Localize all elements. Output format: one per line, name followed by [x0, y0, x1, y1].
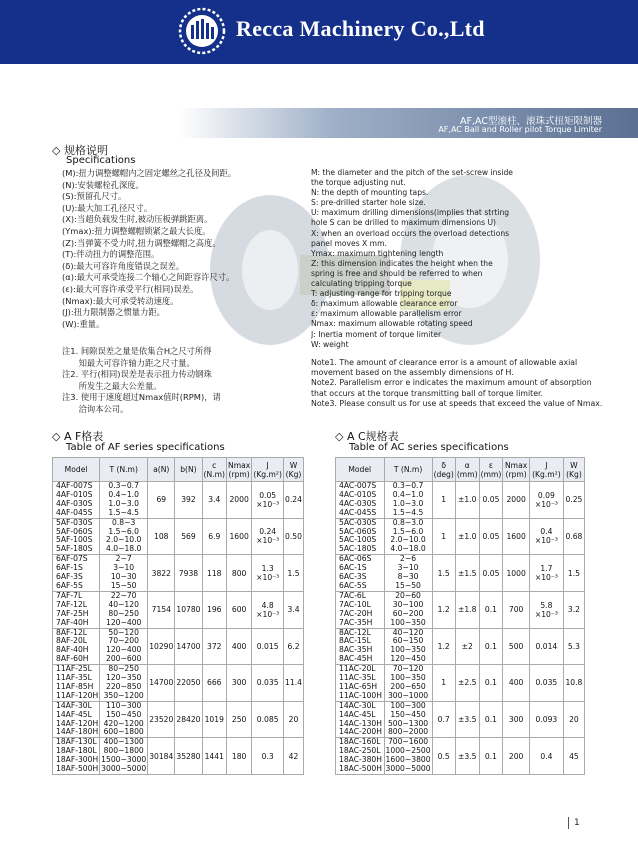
af-col-j: J (Kg.m²)	[252, 458, 284, 482]
ac-d-cell: 0.5	[432, 738, 455, 775]
af-b-cell: 7938	[175, 555, 202, 592]
ac-al-cell: ±1.5	[455, 555, 479, 592]
page-header	[0, 0, 638, 64]
af-col-w: W (Kg)	[284, 458, 304, 482]
af-heading-en: Table of AF series specifications	[66, 442, 225, 453]
ac-heading-zh: ◇ A C规格表	[335, 430, 399, 443]
af-j-cell: 0.035	[252, 665, 284, 702]
spec-item: (ε):最大可容许承受平行(相同)误差。	[62, 283, 199, 294]
notes-zh	[62, 346, 312, 416]
af-w-cell: 11.4	[284, 665, 304, 702]
af-b-cell: 35280	[175, 738, 202, 775]
af-model-cell: 14AF-30L 14AF-45L 14AF-120H 14AF-180H	[53, 701, 100, 738]
af-spec-table	[52, 457, 304, 775]
ac-torque-cell: 0.3~0.7 0.4~1.0 1.0~3.0 1.5~4.5	[384, 482, 432, 519]
ac-torque-cell: 20~60 30~100 60~200 100~350	[384, 591, 432, 628]
ac-e-cell: 0.1	[479, 701, 503, 738]
note-line: 注3. 使用于速度超过Nmax值时(RPM)，请	[62, 392, 221, 403]
af-torque-cell: 0.8~3 1.5~6.0 2.0~10.0 4.0~18.0	[100, 518, 148, 555]
spec-item-en: ε: maximum allowable parallelism error	[311, 309, 462, 319]
ac-d-cell: 1.5	[432, 555, 455, 592]
ac-nmax-cell: 2000	[503, 482, 530, 519]
ac-al-cell: ±1.0	[455, 518, 479, 555]
af-w-cell: 42	[284, 738, 304, 775]
ac-torque-cell: 40~120 60~150 100~350 120~450	[384, 628, 432, 665]
ac-w-cell: 1.5	[563, 555, 584, 592]
page-number: 1	[568, 817, 580, 829]
af-col-c: c (N.m)	[202, 458, 226, 482]
af-table-row	[53, 591, 304, 628]
ac-nmax-cell: 1600	[503, 518, 530, 555]
ac-torque-cell: 100~300 150~450 500~1300 800~2000	[384, 701, 432, 738]
af-nmax-cell: 250	[226, 701, 251, 738]
ac-e-cell: 0.05	[479, 555, 503, 592]
ac-d-cell: 1.2	[432, 591, 455, 628]
spec-item: (δ):最大可容许角度错误之误差。	[62, 260, 185, 271]
note-line-en: Note1. The amount of clearance error is a amount of allowable axial	[311, 358, 578, 367]
af-torque-cell: 50~120 70~200 120~400 200~600	[100, 628, 148, 665]
af-nmax-cell: 800	[226, 555, 251, 592]
af-a-cell: 3822	[148, 555, 175, 592]
af-table-row	[53, 628, 304, 665]
spec-item-en: W: weight	[311, 339, 349, 349]
af-a-cell: 30184	[148, 738, 175, 775]
af-a-cell: 108	[148, 518, 175, 555]
af-c-cell: 118	[202, 555, 226, 592]
ac-torque-cell: 70~120 100~350 200~650 300~1000	[384, 665, 432, 702]
af-a-cell: 23520	[148, 701, 175, 738]
spec-item-en: spring is free and should be referred to when	[311, 268, 483, 278]
spec-item: (X):当超负载发生时,被动压板弹跳距离。	[62, 214, 213, 225]
af-torque-cell: 2~7 3~10 10~30 15~50	[100, 555, 148, 592]
ac-w-cell: 20	[563, 701, 584, 738]
ac-d-cell: 1.2	[432, 628, 455, 665]
ac-col-epsilon: ε (mm)	[479, 458, 503, 482]
spec-item: (N):安装螺栓孔深度。	[62, 179, 144, 190]
af-c-cell: 1441	[202, 738, 226, 775]
af-b-cell: 392	[175, 482, 202, 519]
ac-nmax-cell: 200	[503, 738, 530, 775]
company-name: Recca Machinery Co.,Ltd	[236, 16, 485, 41]
spec-item: (α):最大可承受连接二个轴心之间距容许尺寸。	[62, 272, 235, 283]
ac-al-cell: ±3.5	[455, 738, 479, 775]
af-c-cell: 196	[202, 591, 226, 628]
ac-model-cell: 6AC-06S 6AC-1S 6AC-3S 6AC-5S	[336, 555, 385, 592]
spec-item-en: Z: this dimension indicates the height when the	[311, 258, 493, 268]
af-col-torque: T (N.m)	[100, 458, 148, 482]
ac-table-row	[336, 665, 585, 702]
af-w-cell: 1.5	[284, 555, 304, 592]
af-b-cell: 22050	[175, 665, 202, 702]
spec-item: (T):伴动扭力的调整范围。	[62, 249, 160, 260]
ac-al-cell: ±1.8	[455, 591, 479, 628]
spec-item-en: Nmax: maximum allowable rotating speed	[311, 319, 473, 329]
af-table-row	[53, 738, 304, 775]
af-w-cell: 6.2	[284, 628, 304, 665]
product-title-zh: AF,AC型滚柱、滚珠式扭矩限制器	[460, 116, 602, 127]
ac-w-cell: 5.3	[563, 628, 584, 665]
note-line: 洽询本公司。	[62, 403, 129, 414]
ac-w-cell: 10.8	[563, 665, 584, 702]
ac-col-model: Model	[336, 458, 385, 482]
note-line: 所发生之最大公差量。	[62, 380, 162, 391]
ac-col-nmax: Nmax (rpm)	[503, 458, 530, 482]
ac-torque-cell: 700~1600 1000~2500 1600~3800 3000~5000	[385, 737, 431, 774]
af-c-cell: 666	[202, 665, 226, 702]
ac-nmax-cell: 1000	[503, 555, 530, 592]
ac-j-cell: 0.4	[529, 738, 563, 775]
ac-d-cell: 0.7	[432, 701, 455, 738]
af-j-cell: 0.24 ×10⁻³	[252, 518, 284, 555]
ac-col-torque: T (N.m)	[384, 458, 432, 482]
ac-nmax-cell: 400	[503, 665, 530, 702]
notes-en	[311, 358, 616, 409]
af-table-row	[53, 555, 304, 592]
spec-list-zh	[62, 168, 312, 330]
ac-j-cell: 0.035	[529, 665, 563, 702]
ac-table-row	[336, 518, 585, 555]
ac-nmax-cell: 300	[503, 701, 530, 738]
spec-list-en	[311, 168, 611, 350]
ac-j-cell: 0.014	[529, 628, 563, 665]
spec-item-en: calculating tripping torque	[311, 279, 412, 289]
spec-item: (J):扭力限制器之惯量力距。	[62, 307, 165, 318]
ac-w-cell: 0.25	[563, 482, 584, 519]
af-a-cell: 69	[148, 482, 175, 519]
spec-item: (S):预留孔尺寸。	[62, 191, 127, 202]
ac-table-row	[336, 591, 585, 628]
ac-col-j: J (Kg.m²)	[529, 458, 563, 482]
af-w-cell: 0.24	[284, 482, 304, 519]
af-j-cell: 4.8 ×10⁻³	[252, 591, 284, 628]
note-line: 知最大可容许轴力距之尺寸量。	[62, 357, 195, 368]
af-model-cell: 18AF-130L 18AF-180L 18AF-300H 18AF-500H	[53, 738, 100, 775]
ac-col-w: W (Kg)	[563, 458, 584, 482]
ac-model-cell: 8AC-12L 8AC-15L 8AC-35H 8AC-45H	[336, 628, 385, 665]
af-w-cell: 0.50	[284, 518, 304, 555]
af-j-cell: 0.05 ×10⁻³	[252, 482, 284, 519]
ac-table-row	[336, 555, 585, 592]
af-j-cell: 0.015	[252, 628, 284, 665]
af-c-cell: 1019	[202, 701, 226, 738]
ac-e-cell: 0.05	[479, 518, 503, 555]
ac-model-cell: 4AC-007S 4AC-010S 4AC-030S 4AC-045S	[336, 482, 385, 519]
af-b-cell: 569	[175, 518, 202, 555]
af-col-a: a(N)	[148, 458, 175, 482]
spec-heading-zh: ◇ 规格说明	[52, 144, 108, 157]
note-line: 注1. 间隙误差之量是依集合H之尺寸所得	[62, 346, 212, 356]
spec-item-en: δ: maximum allowable clearance error	[311, 299, 458, 309]
ac-e-cell: 0.1	[479, 628, 503, 665]
ac-table-row	[336, 482, 585, 519]
ac-e-cell: 0.1	[479, 591, 503, 628]
ac-torque-cell: 2~6 3~10 8~30 15~50	[384, 555, 432, 592]
af-a-cell: 10290	[148, 628, 175, 665]
ac-j-cell: 0.4 ×10⁻³	[529, 518, 563, 555]
spec-item: (U):最大加工孔径尺寸。	[62, 202, 153, 213]
ac-e-cell: 0.1	[479, 738, 503, 775]
ac-table-row	[336, 738, 585, 775]
spec-item-en: panel moves X mm.	[311, 238, 387, 248]
af-torque-cell: 22~70 40~120 80~250 120~400	[100, 591, 148, 628]
spec-item-en: T: adjusting range for tripping torque	[311, 289, 452, 299]
ac-model-cell: 11AC-20L 11AC-35L 11AC-65H 11AC-100H	[336, 665, 385, 702]
af-nmax-cell: 2000	[226, 482, 251, 519]
af-table-row	[53, 482, 304, 519]
af-j-cell: 0.085	[252, 701, 284, 738]
af-table-row	[53, 701, 304, 738]
ac-j-cell: 0.09 ×10⁻³	[529, 482, 563, 519]
af-model-cell: 5AF-030S 5AF-060S 5AF-100S 5AF-180S	[53, 518, 100, 555]
ac-table-row	[336, 701, 585, 738]
ac-nmax-cell: 700	[503, 591, 530, 628]
note-line-en: movement based on the assembly dimensions of H.	[311, 368, 514, 378]
ac-al-cell: ±3.5	[455, 701, 479, 738]
ac-j-cell: 0.093	[529, 701, 563, 738]
note-line-en: that occurs at the torque transmitting ball of torque limiter.	[311, 388, 543, 398]
ac-d-cell: 1	[432, 482, 455, 519]
af-torque-cell: 110~300 150~450 420~1200 600~1800	[100, 701, 148, 738]
spec-item-en: M: the diameter and the pitch of the set-screw inside	[311, 168, 513, 177]
af-col-nmax: Nmax (rpm)	[226, 458, 251, 482]
af-nmax-cell: 180	[226, 738, 251, 775]
note-line-en: Note2. Parallelism error e indicates the maximum amount of absorption	[311, 378, 592, 388]
af-c-cell: 3.4	[202, 482, 226, 519]
af-a-cell: 14700	[148, 665, 175, 702]
ac-d-cell: 1	[432, 518, 455, 555]
ac-w-cell: 3.2	[563, 591, 584, 628]
af-model-cell: 7AF-7L 7AF-12L 7AF-25H 7AF-40H	[53, 591, 100, 628]
ac-model-cell: 18AC-160L 18AC-250L 18AC-380H 18AC-500H	[336, 738, 385, 775]
ac-model-cell: 14AC-30L 14AC-45L 14AC-130H 14AC-200H	[336, 701, 385, 738]
ac-model-cell: 7AC-6L 7AC-10L 7AC-20H 7AC-35H	[336, 591, 385, 628]
af-b-cell: 14700	[175, 628, 202, 665]
spec-heading-en: Specifications	[66, 155, 136, 166]
ac-col-delta: δ (deg)	[432, 458, 455, 482]
spec-item-en: S: pre-drilled starter hole size.	[311, 198, 426, 208]
factory-logo-icon	[178, 7, 226, 55]
spec-item: (Ymax):扭力调整螺帽锁紧之最大长度。	[62, 225, 211, 236]
af-j-cell: 0.3	[252, 738, 284, 775]
ac-heading-en: Table of AC series specifications	[349, 442, 509, 453]
ac-nmax-cell: 500	[503, 628, 530, 665]
ac-j-cell: 5.8 ×10⁻³	[529, 591, 563, 628]
ac-al-cell: ±2	[455, 628, 479, 665]
af-model-cell: 6AF-07S 6AF-1S 6AF-3S 6AF-5S	[53, 555, 100, 592]
af-table-row	[53, 518, 304, 555]
af-table-row	[53, 665, 304, 702]
ac-w-cell: 45	[563, 738, 584, 775]
ac-col-alpha: α (mm)	[455, 458, 479, 482]
ac-al-cell: ±2.5	[455, 665, 479, 702]
af-w-cell: 3.4	[284, 591, 304, 628]
af-heading-zh: ◇ A F格表	[52, 430, 104, 443]
af-nmax-cell: 300	[226, 665, 251, 702]
af-c-cell: 372	[202, 628, 226, 665]
af-nmax-cell: 600	[226, 591, 251, 628]
af-j-cell: 1.3 ×10⁻³	[252, 555, 284, 592]
ac-d-cell: 1	[432, 665, 455, 702]
af-torque-cell: 0.3~0.7 0.4~1.0 1.0~3.0 1.5~4.5	[100, 482, 148, 519]
product-title-en: AF,AC Ball and Roller pilot Torque Limiter	[438, 125, 602, 134]
af-col-b: b(N)	[175, 458, 202, 482]
af-b-cell: 10780	[175, 591, 202, 628]
af-model-cell: 4AF-007S 4AF-010S 4AF-030S 4AF-045S	[53, 482, 100, 519]
spec-item-en: hole S can be drilled to maximum dimensions U)	[311, 218, 496, 228]
ac-e-cell: 0.1	[479, 665, 503, 702]
af-a-cell: 7154	[148, 591, 175, 628]
spec-item-en: the torque adjusting nut.	[311, 178, 406, 188]
ac-torque-cell: 0.8~3.0 1.5~6.0 2.0~10.0 4.0~18.0	[384, 518, 432, 555]
spec-item-en: U: maximum drilling dimensions(implies that strting	[311, 208, 510, 218]
spec-item-en: X: when an overload occurs the overload detections	[311, 228, 510, 238]
ac-e-cell: 0.05	[479, 482, 503, 519]
af-table-body	[53, 482, 304, 775]
note-line: 注2. 平行(相同)误差是表示扭力传动钢珠	[62, 369, 212, 380]
af-model-cell: 8AF-12L 8AF-20L 8AF-40H 8AF-60H	[53, 628, 100, 665]
af-b-cell: 28420	[175, 701, 202, 738]
spec-item-en: N: the depth of mounting taps.	[311, 188, 429, 198]
af-model-cell: 11AF-25L 11AF-35L 11AF-85H 11AF-120H	[53, 665, 100, 702]
af-col-model: Model	[53, 458, 100, 482]
ac-table-row	[336, 628, 585, 665]
af-nmax-cell: 400	[226, 628, 251, 665]
note-line-en: Note3. Please consult us for use at speeds that exceed the value of Nmax.	[311, 398, 603, 408]
spec-item: (W):重量。	[62, 318, 105, 329]
af-torque-cell: 400~1300 800~1800 1500~3000 3000~5000	[101, 737, 147, 774]
spec-item: (M):扭力调整螺帽内之固定螺丝之孔径及间距。	[62, 168, 237, 178]
ac-j-cell: 1.7 ×10⁻³	[529, 555, 563, 592]
af-torque-cell: 80~250 120~350 220~850 350~1200	[100, 665, 148, 702]
spec-item-en: Ymax: maximum tightening length	[311, 248, 444, 258]
ac-w-cell: 0.68	[563, 518, 584, 555]
af-c-cell: 6.9	[202, 518, 226, 555]
af-nmax-cell: 1600	[226, 518, 251, 555]
spec-item-en: J: Inertia moment of torque limiter	[311, 329, 442, 339]
spec-item: (Z):当弹簧不受力时,扭力调整螺帽之高度。	[62, 237, 221, 248]
ac-table-body	[336, 482, 585, 775]
ac-model-cell: 5AC-030S 5AC-060S 5AC-100S 5AC-180S	[336, 518, 385, 555]
ac-al-cell: ±1.0	[455, 482, 479, 519]
spec-item: (Nmax):最大可承受转动速度。	[62, 295, 179, 306]
ac-spec-table	[335, 457, 585, 775]
af-w-cell: 20	[284, 701, 304, 738]
